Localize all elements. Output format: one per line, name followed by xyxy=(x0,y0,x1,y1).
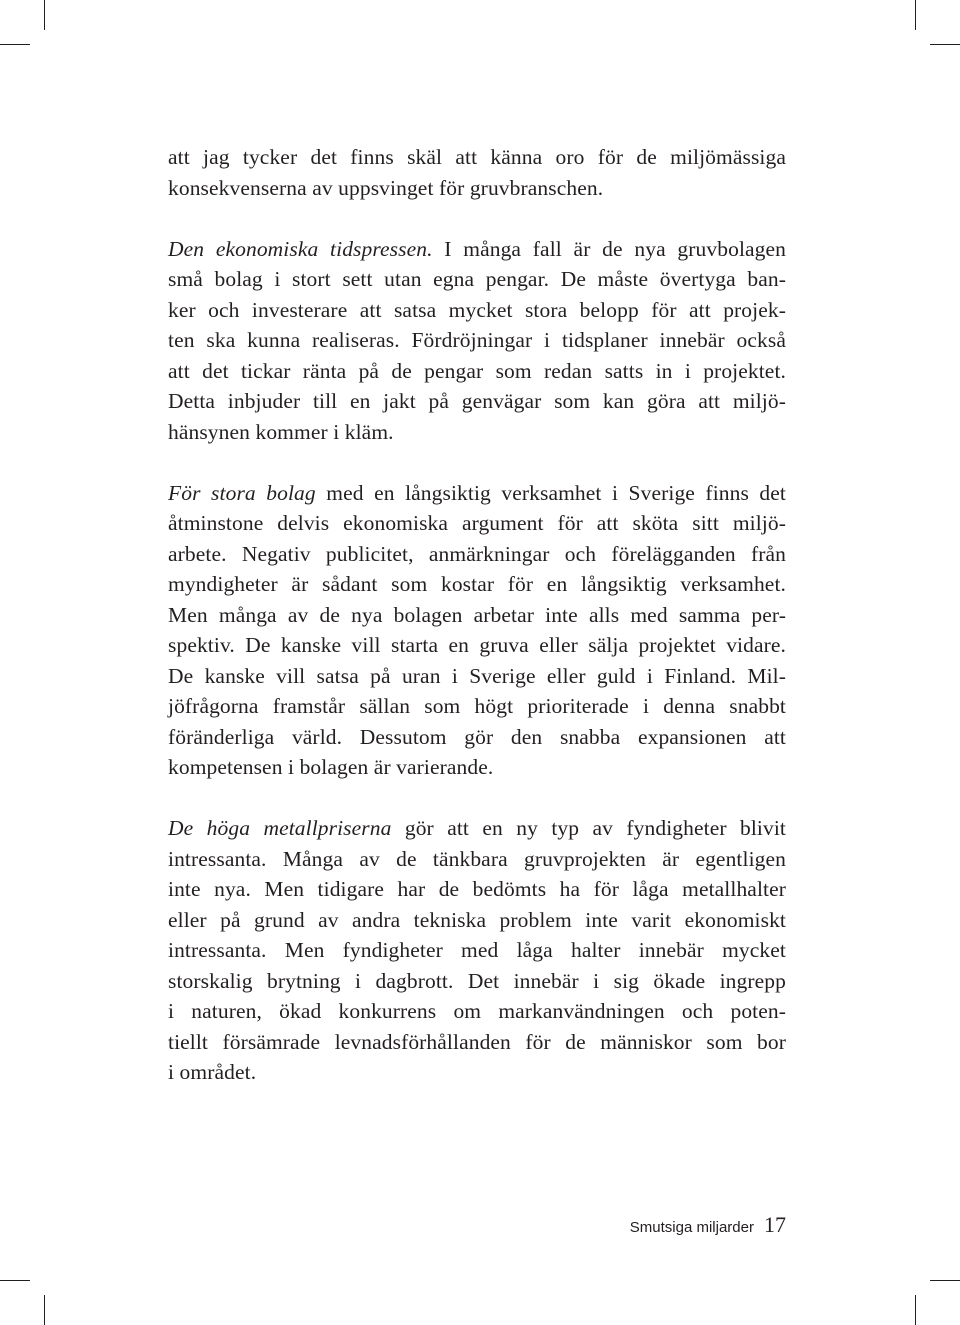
text-line: intressanta. Men fyndigheter med låga halter innebär mycket xyxy=(168,938,786,962)
text-run: med en långsiktig verksamhet i Sverige finns det xyxy=(315,480,787,505)
crop-mark-top-left xyxy=(44,0,45,30)
paragraph-3 xyxy=(168,478,786,783)
text-line: storskalig brytning i dagbrott. Det innebär i sig ökade ingrepp xyxy=(168,968,786,993)
text-line: inte nya. Men tidigare har de bedömts ha för låga metallhalter xyxy=(168,877,786,901)
text-line: ten ska kunna realiseras. Fördröjningar i tidsplaner innebär också xyxy=(168,328,786,352)
text-line: hänsynen kommer i kläm. xyxy=(168,419,394,444)
text-line: att det tickar ränta på de pengar som redan satts in i projektet. xyxy=(168,358,786,383)
paragraph-lead: Den ekonomiska tidspressen. xyxy=(168,236,433,261)
paragraph-1 xyxy=(168,142,786,203)
paragraph-lead: De höga metallpriserna xyxy=(168,816,392,840)
body-text xyxy=(168,142,786,1088)
crop-mark-bottom-left xyxy=(44,1295,45,1325)
crop-mark-top-right-h xyxy=(930,44,960,45)
text-line: arbete. Negativ publicitet, anmärkningar och förelägganden från xyxy=(168,541,786,566)
paragraph-4 xyxy=(168,813,786,1088)
page-footer xyxy=(630,1212,786,1238)
paragraph-lead: För stora bolag xyxy=(168,480,316,505)
text-line: att jag tycker det finns skäl att känna oro för de miljömässiga xyxy=(168,145,786,169)
text-line: eller på grund av andra tekniska problem inte varit ekonomiskt xyxy=(168,907,786,932)
text-line: myndigheter är sådant som kostar för en långsiktig verksamhet. xyxy=(168,572,786,596)
text-line: Men många av de nya bolagen arbetar inte alls med samma per- xyxy=(168,602,786,627)
crop-mark-top-right xyxy=(915,0,916,30)
text-run: gör att en ny typ av fyndigheter blivit xyxy=(391,816,786,840)
text-line: konsekvenserna av uppsvinget för gruvbranschen. xyxy=(168,175,604,200)
text-line: spektiv. De kanske vill starta en gruva eller sälja projektet vidare. xyxy=(168,633,786,657)
text-line: små bolag i stort sett utan egna pengar. De måste övertyga ban- xyxy=(168,267,786,291)
crop-mark-bottom-left-h xyxy=(0,1280,30,1281)
text-line: i området. xyxy=(168,1060,257,1084)
text-line: ker och investerare att satsa mycket stora belopp för att projek- xyxy=(168,297,786,322)
text-line xyxy=(168,813,786,844)
text-line: tiellt försämrade levnadsförhållanden för de människor som bor xyxy=(168,1029,786,1054)
text-line: Detta inbjuder till en jakt på genvägar som kan göra att miljö- xyxy=(168,389,786,413)
crop-mark-bottom-right xyxy=(915,1295,916,1325)
text-line: intressanta. Många av de tänkbara gruvprojekten är egentligen xyxy=(168,846,786,871)
text-line xyxy=(168,234,786,265)
page-number: 17 xyxy=(764,1212,786,1237)
text-line: åtminstone delvis ekonomiska argument för att sköta sitt miljö- xyxy=(168,511,786,535)
crop-mark-bottom-right-h xyxy=(930,1280,960,1281)
text-line: i naturen, ökad konkurrens om markanvändningen och poten- xyxy=(168,999,786,1023)
text-line: föränderliga värld. Dessutom gör den snabba expansionen att xyxy=(168,724,786,749)
crop-mark-top-left-h xyxy=(0,44,30,45)
text-line: jöfrågorna framstår sällan som högt prioriterade i denna snabbt xyxy=(168,694,786,718)
text-line: De kanske vill satsa på uran i Sverige eller guld i Finland. Mil- xyxy=(168,663,786,688)
paragraph-2 xyxy=(168,234,786,448)
text-line: kompetensen i bolagen är varierande. xyxy=(168,755,494,779)
running-title: Smutsiga miljarder xyxy=(629,1219,754,1236)
text-line xyxy=(168,478,786,509)
text-run: I många fall är de nya gruvbolagen xyxy=(432,236,787,261)
